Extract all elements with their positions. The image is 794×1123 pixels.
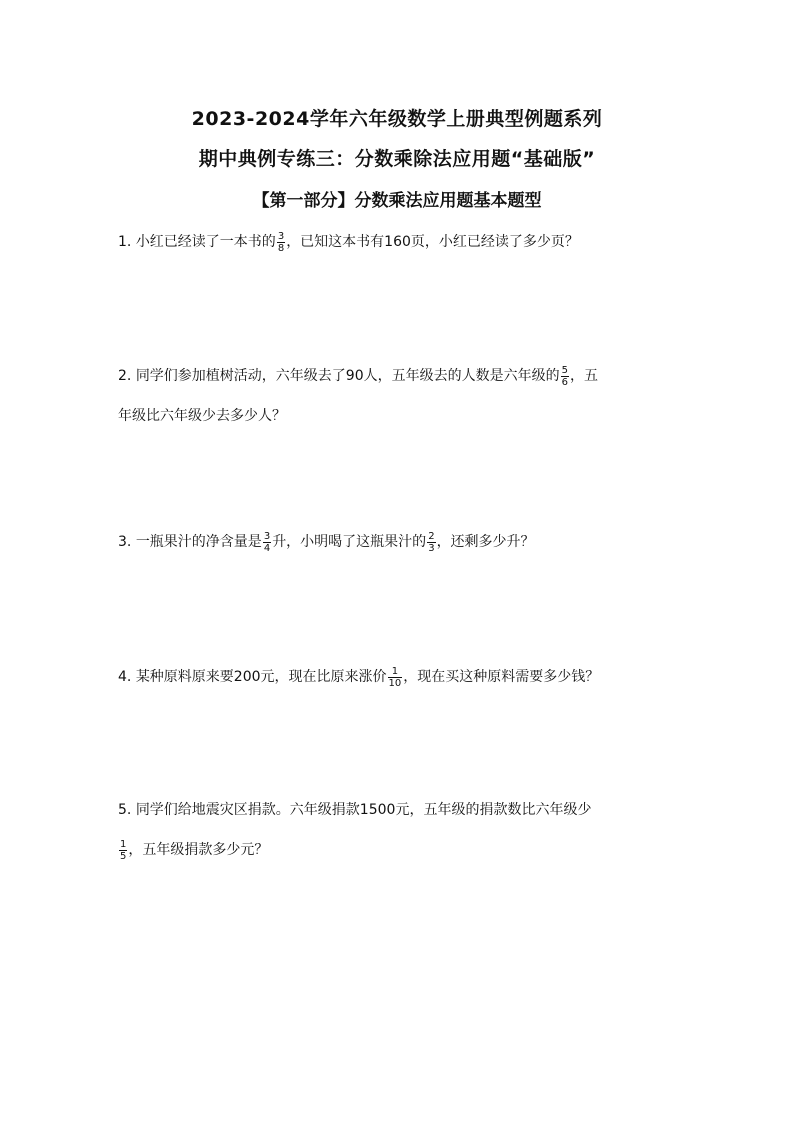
fraction-denominator: 10 xyxy=(388,677,402,689)
question-text: ，五年级捐款多少元？ xyxy=(128,842,269,858)
question-text: ，还剩多少升？ xyxy=(436,534,535,550)
question-line xyxy=(118,356,678,396)
question-text: ，五 xyxy=(570,368,599,384)
section-heading: 【第一部分】分数乘法应用题基本题型 xyxy=(252,191,542,211)
fraction-numerator: 1 xyxy=(388,666,403,678)
fraction-denominator: 8 xyxy=(277,242,285,254)
question-line xyxy=(118,790,678,830)
question-text: 同学们参加植树活动，六年级去了90人，五年级去的人数是六年级的 xyxy=(135,368,560,384)
question-number: 4. xyxy=(118,669,132,685)
fraction xyxy=(561,365,569,388)
question-1 xyxy=(118,222,678,262)
fraction xyxy=(427,531,435,554)
question-text: 同学们给地震灾区捐款。六年级捐款1500元，五年级的捐款数比六年级少 xyxy=(135,802,592,818)
fraction-numerator: 1 xyxy=(120,838,127,850)
question-5 xyxy=(118,790,678,870)
question-number: 5. xyxy=(118,802,132,818)
fraction xyxy=(277,231,285,254)
question-text-line2: 年级比六年级少去多少人？ xyxy=(118,408,286,424)
question-text: 一瓶果汁的净含量是 xyxy=(135,534,262,550)
question-text: 升，小明喝了这瓶果汁的 xyxy=(272,534,427,550)
document-subtitle: 期中典例专练三：分数乘除法应用题“基础版” xyxy=(198,148,596,170)
question-number: 3. xyxy=(118,534,132,550)
question-text: 小红已经读了一本书的 xyxy=(135,234,276,250)
fraction-denominator: 5 xyxy=(120,850,127,862)
document-title: 2023-2024学年六年级数学上册典型例题系列 xyxy=(191,108,603,130)
fraction xyxy=(119,839,127,862)
fraction-denominator: 3 xyxy=(428,542,435,554)
question-4 xyxy=(118,657,678,697)
question-2 xyxy=(118,356,678,436)
question-line xyxy=(118,830,678,870)
fraction-numerator: 2 xyxy=(428,530,435,542)
fraction-numerator: 3 xyxy=(263,530,271,542)
question-text: ，现在买这种原料需要多少钱？ xyxy=(403,669,600,685)
fraction-denominator: 6 xyxy=(561,376,569,388)
question-3 xyxy=(118,522,678,562)
fraction xyxy=(388,666,403,689)
question-number: 2. xyxy=(118,368,132,384)
fraction-numerator: 3 xyxy=(277,230,285,242)
question-number: 1. xyxy=(118,234,132,250)
question-text: 某种原料原来要200元，现在比原来涨价 xyxy=(135,669,387,685)
fraction-numerator: 5 xyxy=(561,364,569,376)
fraction xyxy=(263,531,271,554)
question-text: ，已知这本书有160页，小红已经读了多少页？ xyxy=(286,234,579,250)
fraction-denominator: 4 xyxy=(263,542,271,554)
